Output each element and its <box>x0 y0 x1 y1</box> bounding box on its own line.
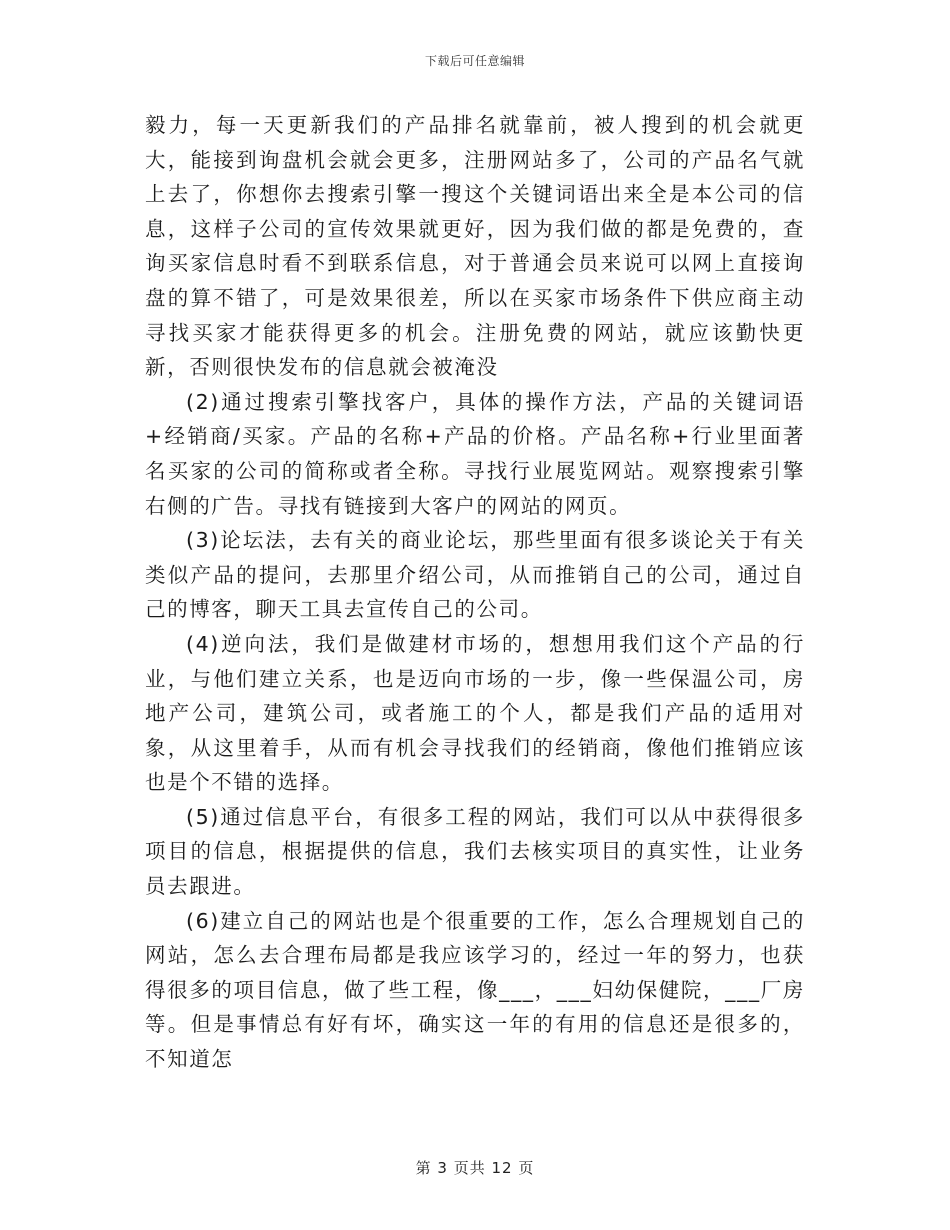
paragraph-continuation: 毅力，每一天更新我们的产品排名就靠前，被人搜到的机会就更大，能接到询盘机会就会更多，注册网站多了，公司的产品名气就上去了，你想你去搜索引擎一搜这个关键词语出来全是本公司的信息，这样子公司的宣传效果就更好，因为我们做的都是免费的，查询买家信息时看不到联系信息，对于普通会员来说可以网上直接询盘的算不错了，可是效果很差，所以在买家市场条件下供应商主动寻找买家才能获得更多的机会。注册免费的网站，就应该勤快更新，否则很快发布的信息就会被淹没 <box>145 113 805 380</box>
paragraph-item-3: (3)论坛法，去有关的商业论坛，那些里面有很多谈论关于有关类似产品的提问，去那里介绍公司，从而推销自己的公司，通过自己的博客，聊天工具去宣传自己的公司。 <box>145 528 805 622</box>
paragraph-item-2: (2)通过搜索引擎找客户，具体的操作方法，产品的关键词语+经销商/买家。产品的名称+产品的价格。产品名称+行业里面著名买家的公司的简称或者全称。寻找行业展览网站。观察搜索引擎右侧的广告。寻找有链接到大客户的网站的网页。 <box>145 389 805 518</box>
paragraph-item-4: (4)逆向法，我们是做建材市场的，想想用我们这个产品的行业，与他们建立关系，也是迈向市场的一步，像一些保温公司，房地产公司，建筑公司，或者施工的个人，都是我们产品的适用对象，从这里着手，从而有机会寻找我们的经销商，像他们推销应该也是个不错的选择。 <box>145 631 805 795</box>
paragraph-item-6: (6)建立自己的网站也是个很重要的工作，怎么合理规划自己的网站，怎么去合理布局都是我应该学习的，经过一年的努力，也获得很多的项目信息，做了些工程，像___，___妇幼保健院，___厂房等。但是事情总有好有坏，确实这一年的有用的信息还是很多的，不知道怎 <box>145 908 805 1072</box>
page-footer: 第 3 页共 12 页 <box>415 1159 535 1177</box>
paragraph-item-5: (5)通过信息平台，有很多工程的网站，我们可以从中获得很多项目的信息，根据提供的信息，我们去核实项目的真实性，让业务员去跟进。 <box>145 804 805 899</box>
page-header: 下载后可任意编辑 <box>424 54 525 68</box>
document-body <box>145 108 805 1077</box>
